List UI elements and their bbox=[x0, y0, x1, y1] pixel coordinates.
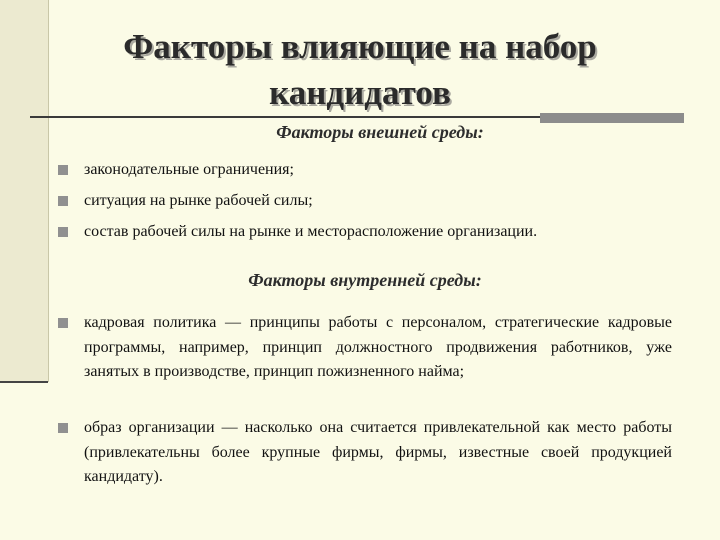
square-bullet-icon bbox=[58, 423, 68, 433]
external-factor-item: законодательные ограничения; bbox=[84, 161, 294, 178]
slide-title: Факторы влияющие на набор кандидатов bbox=[123, 27, 597, 112]
external-factors-heading: Факторы внешней среды: bbox=[276, 122, 484, 142]
external-factor-item: состав рабочей силы на рынке и месторасположение организации. bbox=[84, 223, 538, 240]
square-bullet-icon bbox=[58, 165, 68, 175]
decorative-side-rule bbox=[0, 381, 48, 383]
internal-factors-heading: Факторы внутренней среды: bbox=[248, 270, 482, 290]
internal-factor-item: образ организации — насколько она считается привлекательной как место работы (привлекательны более крупные фирмы, фирмы, известные своей продукцией кандидату). bbox=[84, 419, 672, 485]
external-factor-item: ситуация на рынке рабочей силы; bbox=[84, 192, 313, 209]
title-underline bbox=[30, 116, 540, 118]
square-bullet-icon bbox=[58, 196, 68, 206]
square-bullet-icon bbox=[58, 318, 68, 328]
decorative-side-stripe bbox=[0, 0, 49, 382]
square-bullet-icon bbox=[58, 227, 68, 237]
internal-factor-item: кадровая политика — принципы работы с персоналом, стратегические кадровые программы, например, принцип должностного продвижения работников, уже занятых в производстве, принцип пожизненного найма; bbox=[84, 314, 672, 380]
